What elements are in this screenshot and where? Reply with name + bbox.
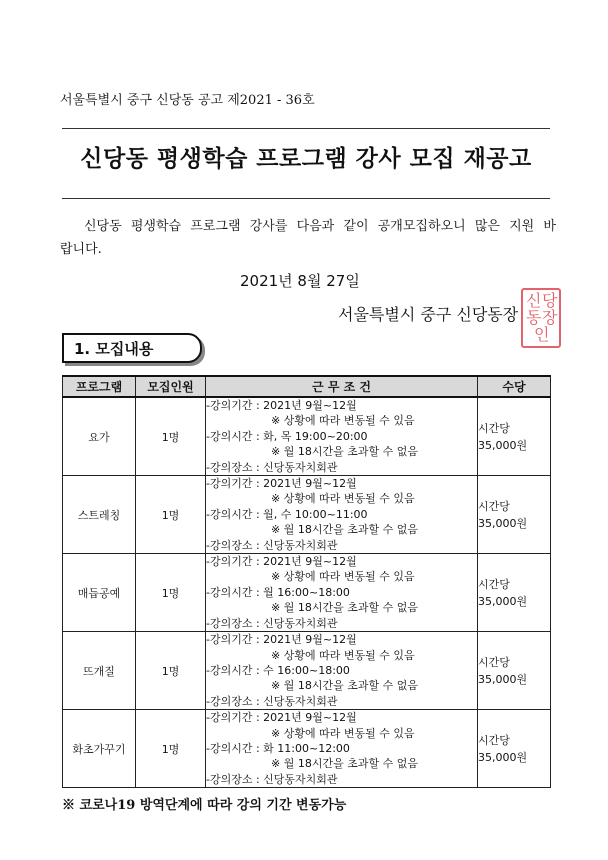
table-row bbox=[63, 397, 551, 476]
fee-amount: 35,000원 bbox=[478, 672, 528, 686]
program-cell: 스트레칭 bbox=[63, 476, 136, 554]
period-line: -강의기간 : 2021년 9월~12월 bbox=[206, 399, 357, 412]
conditions-cell bbox=[206, 710, 478, 788]
footnote: ※ 코로나19 방역단계에 따라 강의 기간 변동가능 bbox=[62, 798, 347, 813]
conditions-cell bbox=[206, 554, 478, 632]
fee-unit: 시간당 bbox=[478, 577, 510, 591]
program-cell: 뜨개질 bbox=[63, 632, 136, 710]
program-cell: 요가 bbox=[63, 397, 136, 476]
header-program: 프로그램 bbox=[63, 376, 136, 397]
seal-char: 장 bbox=[542, 308, 558, 327]
notice-number: 서울특별시 중구 신당동 공고 제2021 - 36호 bbox=[60, 93, 315, 108]
recruitment-table bbox=[62, 375, 551, 788]
table-row bbox=[63, 710, 551, 788]
fee-amount: 35,000원 bbox=[478, 438, 528, 452]
count-cell: 1명 bbox=[136, 476, 206, 554]
header-conditions: 근 무 조 건 bbox=[206, 376, 478, 397]
table-header-row bbox=[63, 376, 551, 397]
period-note: ※ 상황에 따라 변동될 수 있음 bbox=[271, 570, 415, 584]
seal-char: 동 bbox=[526, 308, 542, 327]
count-cell: 1명 bbox=[136, 397, 206, 476]
period-line: -강의기간 : 2021년 9월~12월 bbox=[206, 477, 357, 491]
period-note: ※ 상황에 따라 변동될 수 있음 bbox=[271, 414, 415, 428]
fee-amount: 35,000원 bbox=[478, 516, 528, 530]
header-fee: 수당 bbox=[478, 376, 551, 397]
title-rule-top bbox=[62, 128, 550, 129]
fee-cell bbox=[478, 710, 551, 788]
time-note: ※ 월 18시간을 초과할 수 없음 bbox=[271, 679, 418, 693]
time-line: -강의시간 : 월 16:00~18:00 bbox=[206, 585, 350, 599]
period-line: -강의기간 : 2021년 9월~12월 bbox=[206, 711, 357, 725]
program-cell: 화초가꾸기 bbox=[63, 710, 136, 788]
time-note: ※ 월 18시간을 초과할 수 없음 bbox=[271, 601, 418, 615]
seal-char: 인 bbox=[534, 325, 550, 344]
time-note: ※ 월 18시간을 초과할 수 없음 bbox=[271, 445, 418, 459]
section-heading-tab bbox=[62, 333, 202, 363]
fee-amount: 35,000원 bbox=[478, 594, 528, 608]
fee-cell bbox=[478, 476, 551, 554]
period-note: ※ 상황에 따라 변동될 수 있음 bbox=[271, 726, 415, 740]
place-line: -강의장소 : 신당동자치회관 bbox=[206, 772, 338, 786]
seal-char: 당 bbox=[542, 291, 558, 310]
place-line: -강의장소 : 신당동자치회관 bbox=[206, 460, 338, 474]
section-heading: 1. 모집내용 bbox=[74, 340, 154, 358]
conditions-cell bbox=[206, 476, 478, 554]
conditions-cell bbox=[206, 397, 478, 476]
place-line: -강의장소 : 신당동자치회관 bbox=[206, 616, 338, 630]
time-line: -강의시간 : 수 16:00~18:00 bbox=[206, 663, 350, 677]
period-note: ※ 상황에 따라 변동될 수 있음 bbox=[271, 492, 415, 506]
time-line: -강의시간 : 화, 목 19:00~20:00 bbox=[206, 429, 368, 443]
fee-amount: 35,000원 bbox=[478, 750, 528, 764]
fee-cell bbox=[478, 554, 551, 632]
fee-unit: 시간당 bbox=[478, 499, 510, 513]
period-line: -강의기간 : 2021년 9월~12월 bbox=[206, 633, 357, 647]
table-row bbox=[63, 554, 551, 632]
time-note: ※ 월 18시간을 초과할 수 없음 bbox=[271, 523, 418, 537]
period-note: ※ 상황에 따라 변동될 수 있음 bbox=[271, 648, 415, 662]
time-line: -강의시간 : 화 11:00~12:00 bbox=[206, 741, 350, 755]
page-title: 신당동 평생학습 프로그램 강사 모집 재공고 bbox=[80, 146, 532, 172]
header-count: 모집인원 bbox=[136, 376, 206, 397]
program-cell: 매듭공예 bbox=[63, 554, 136, 632]
fee-unit: 시간당 bbox=[478, 421, 510, 435]
place-line: -강의장소 : 신당동자치회관 bbox=[206, 694, 338, 708]
conditions-cell bbox=[206, 632, 478, 710]
table-row bbox=[63, 632, 551, 710]
time-line: -강의시간 : 월, 수 10:00~11:00 bbox=[206, 507, 368, 521]
count-cell: 1명 bbox=[136, 710, 206, 788]
count-cell: 1명 bbox=[136, 554, 206, 632]
table-row bbox=[63, 476, 551, 554]
count-cell: 1명 bbox=[136, 632, 206, 710]
notice-date: 2021년 8월 27일 bbox=[240, 272, 360, 290]
signer: 서울특별시 중구 신당동장 bbox=[338, 305, 519, 324]
title-rule-bottom bbox=[62, 198, 550, 199]
place-line: -강의장소 : 신당동자치회관 bbox=[206, 538, 338, 552]
time-note: ※ 월 18시간을 초과할 수 없음 bbox=[271, 757, 418, 771]
intro-paragraph: 신당동 평생학습 프로그램 강사를 다음과 같이 공개모집하오니 많은 지원 바랍니다. bbox=[60, 219, 556, 257]
fee-cell bbox=[478, 632, 551, 710]
official-seal bbox=[521, 288, 561, 348]
fee-cell bbox=[478, 397, 551, 476]
fee-unit: 시간당 bbox=[478, 733, 510, 747]
fee-unit: 시간당 bbox=[478, 655, 510, 669]
seal-char: 신 bbox=[526, 291, 542, 310]
period-line: -강의기간 : 2021년 9월~12월 bbox=[206, 555, 357, 569]
